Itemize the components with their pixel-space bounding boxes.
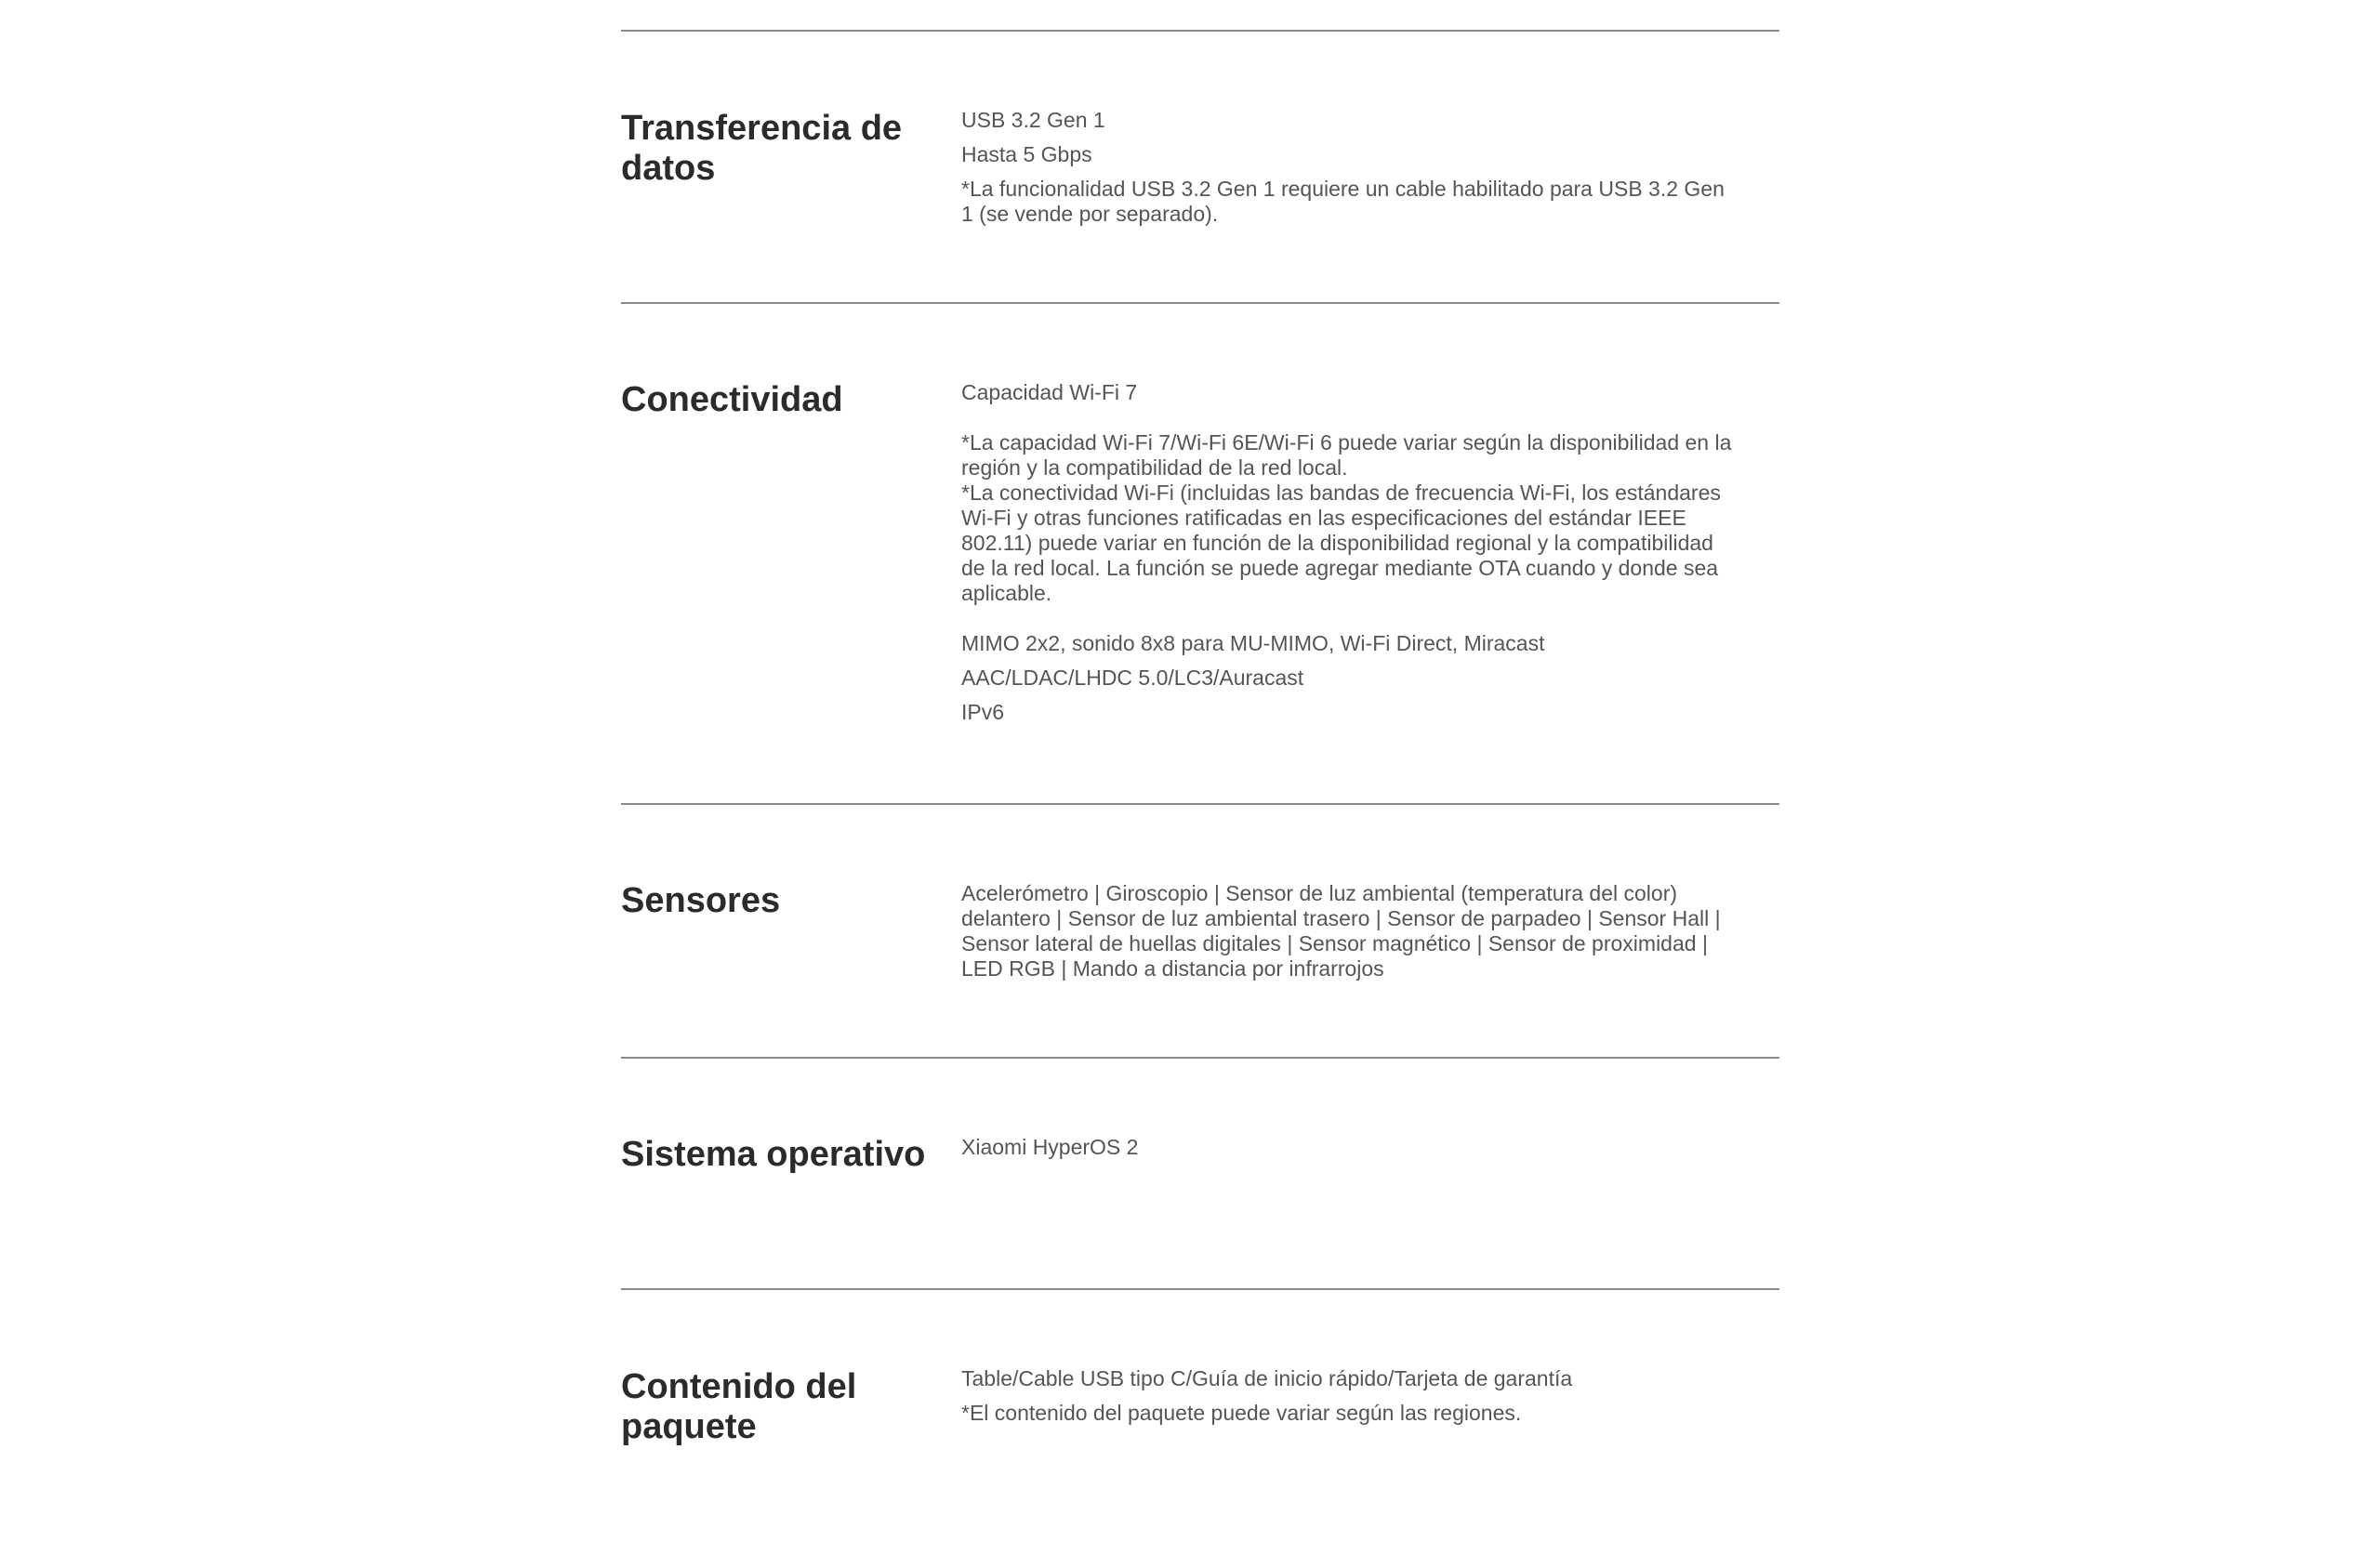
- spec-row-os: [621, 1059, 1779, 1288]
- spec-line: Capacidad Wi-Fi 7: [961, 380, 1138, 404]
- spec-body: [961, 1135, 1733, 1169]
- spec-row-connectivity: [621, 304, 1779, 803]
- specs-table: [621, 0, 1779, 1532]
- spec-note: *La funcionalidad USB 3.2 Gen 1 requiere un cable habilitado para USB 3.2 Gen 1 (se vende por separado).: [961, 177, 1725, 226]
- spec-row-data-transfer: [621, 32, 1779, 302]
- spec-line: MIMO 2x2, sonido 8x8 para MU-MIMO, Wi-Fi Direct, Miracast: [961, 631, 1545, 655]
- spec-line: AAC/LDAC/LHDC 5.0/LC3/Auracast: [961, 665, 1304, 690]
- spec-note: *El contenido del paquete puede variar según las regiones.: [961, 1401, 1522, 1425]
- spec-title: Contenido del paquete: [621, 1367, 857, 1446]
- spec-row-package-contents: [621, 1290, 1779, 1532]
- spec-line: Table/Cable USB tipo C/Guía de inicio rápido/Tarjeta de garantía: [961, 1366, 1573, 1390]
- spec-body: [961, 108, 1733, 227]
- spec-title: Sensores: [621, 881, 781, 920]
- spec-body: [961, 881, 1733, 982]
- spec-title: Sistema operativo: [621, 1135, 926, 1174]
- spec-body: [961, 380, 1733, 734]
- spec-body: [961, 1366, 1733, 1435]
- spec-row-sensors: [621, 805, 1779, 1057]
- spec-note: *La conectividad Wi-Fi (incluidas las bandas de frecuencia Wi-Fi, los estándares Wi-Fi y otras funciones ratificadas en las especificaciones del estándar IEEE 802.11) puede variar en función de la disponibilidad regional y la compatibilidad de la red local. La función se puede agregar mediante OTA cuando y donde sea aplicable.: [961, 481, 1721, 605]
- spec-title: Conectividad: [621, 380, 843, 419]
- spec-note: *La capacidad Wi-Fi 7/Wi-Fi 6E/Wi-Fi 6 puede variar según la disponibilidad en la región y la compatibilidad de la red local.: [961, 430, 1732, 480]
- spec-line: USB 3.2 Gen 1: [961, 108, 1105, 132]
- spec-line: Acelerómetro | Giroscopio | Sensor de luz ambiental (temperatura del color) delantero | Sensor de luz ambiental trasero | Sensor de parpadeo | Sensor Hall | Sensor lateral de huellas digitales | Sensor magnético | Sensor de proximidad | LED RGB | Mando a distancia por infrarrojos: [961, 881, 1721, 981]
- spec-title: Transferencia de datos: [621, 109, 903, 188]
- spec-line: Hasta 5 Gbps: [961, 142, 1092, 166]
- spec-line: IPv6: [961, 700, 1005, 724]
- spec-line: Xiaomi HyperOS 2: [961, 1135, 1139, 1159]
